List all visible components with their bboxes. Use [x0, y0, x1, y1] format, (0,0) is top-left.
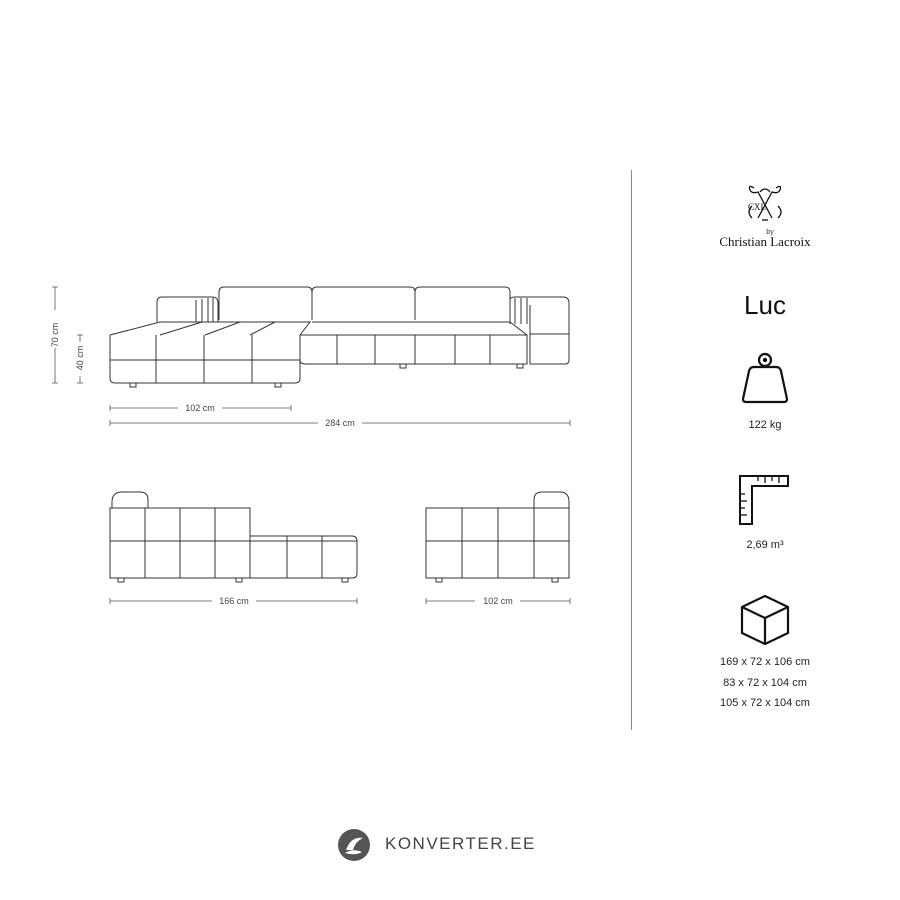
spec-package-1: 169 x 72 x 106 cm — [720, 656, 810, 668]
dimension-total-width: 284 cm — [325, 418, 355, 428]
vertical-divider — [631, 170, 632, 730]
dimension-side-right-width: 102 cm — [483, 596, 513, 606]
dimension-height-seat: 40 cm — [75, 345, 85, 371]
spec-volume: 2,69 m³ — [746, 539, 784, 551]
christian-lacroix-logo — [740, 180, 790, 228]
dimension-side-left-width: 166 cm — [219, 596, 249, 606]
brand-by: by — [766, 229, 774, 236]
dimension-height-total: 70 cm — [50, 322, 60, 348]
dimension-chaise-width: 102 cm — [185, 403, 215, 413]
konverter-logo-icon — [337, 828, 371, 862]
spec-package-3: 105 x 72 x 104 cm — [720, 697, 810, 709]
footer-logo-text: KONVERTER.EE — [385, 834, 536, 853]
spec-package-2: 83 x 72 x 104 cm — [723, 677, 807, 689]
weight-icon — [740, 352, 790, 404]
product-name: Luc — [744, 290, 786, 320]
brand-name: Christian Lacroix — [719, 234, 811, 249]
svg-text:CXL: CXL — [748, 202, 766, 212]
ruler-icon — [738, 474, 790, 526]
spec-weight: 122 kg — [748, 419, 782, 431]
box-icon — [739, 594, 791, 646]
